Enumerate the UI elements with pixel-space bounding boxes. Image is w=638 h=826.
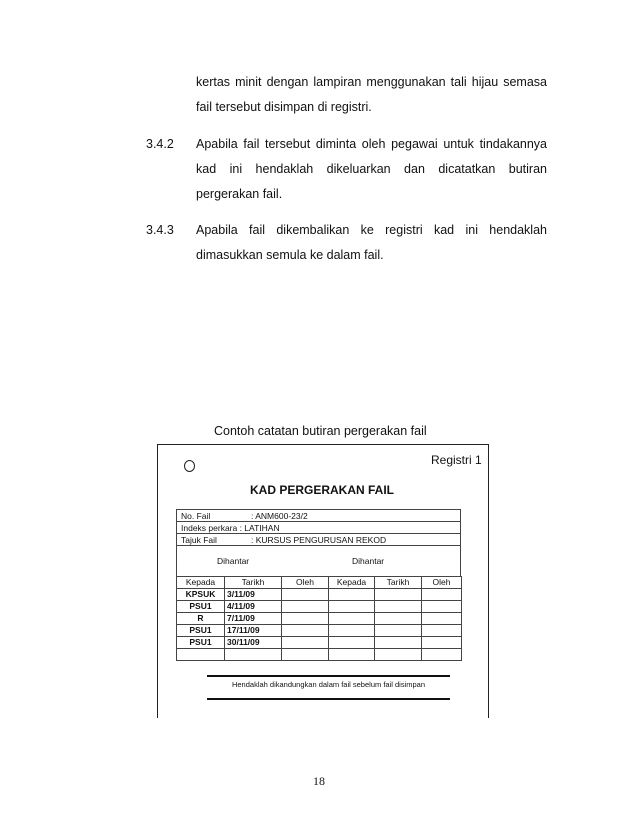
col-header: Kepada bbox=[177, 577, 225, 589]
table-cell bbox=[282, 601, 329, 613]
para-1-line-1: kertas minit dengan lampiran menggunakan tali hijau semasa bbox=[196, 75, 547, 89]
table-cell bbox=[282, 637, 329, 649]
table-cell bbox=[329, 589, 375, 601]
table-cell: 30/11/09 bbox=[225, 637, 282, 649]
table-cell bbox=[422, 625, 462, 637]
table-cell bbox=[422, 589, 462, 601]
table-cell: KPSUK bbox=[177, 589, 225, 601]
table-cell bbox=[329, 613, 375, 625]
col-header: Kepada bbox=[329, 577, 375, 589]
table-cell: 4/11/09 bbox=[225, 601, 282, 613]
para-3-line-1: Apabila fail dikembalikan ke registri kad ini hendaklah bbox=[196, 223, 547, 237]
table-cell bbox=[422, 637, 462, 649]
section-number-3-4-3: 3.4.3 bbox=[146, 223, 174, 237]
registry-label: Registri 1 bbox=[431, 453, 482, 467]
table-cell bbox=[329, 637, 375, 649]
file-number-value: : ANM600-23/2 bbox=[251, 511, 308, 521]
table-cell bbox=[282, 625, 329, 637]
para-2-line-3: pergerakan fail. bbox=[196, 187, 283, 201]
table-cell bbox=[329, 601, 375, 613]
storage-note: Hendaklah dikandungkan dalam fail sebelum fail disimpan bbox=[231, 680, 426, 689]
sent-right-label: Dihantar bbox=[352, 556, 385, 566]
card-title: KAD PERGERAKAN FAIL bbox=[249, 483, 394, 497]
note-top-rule bbox=[207, 675, 450, 677]
table-cell bbox=[422, 649, 462, 661]
page-number: 18 bbox=[313, 774, 325, 788]
table-cell bbox=[422, 601, 462, 613]
table-cell bbox=[225, 649, 282, 661]
table-cell bbox=[282, 589, 329, 601]
para-3-line-2: dimasukkan semula ke dalam fail. bbox=[196, 248, 384, 262]
para-2-line-1: Apabila fail tersebut diminta oleh pegawai untuk tindakannya bbox=[196, 137, 547, 151]
col-header: Tarikh bbox=[375, 577, 422, 589]
figure-caption: Contoh catatan butiran pergerakan fail bbox=[214, 424, 427, 438]
table-cell: PSU1 bbox=[177, 637, 225, 649]
table-cell: 7/11/09 bbox=[225, 613, 282, 625]
table-row bbox=[177, 625, 462, 637]
table-cell bbox=[329, 625, 375, 637]
col-header: Oleh bbox=[282, 577, 329, 589]
col-header: Oleh bbox=[422, 577, 462, 589]
table-cell bbox=[375, 601, 422, 613]
table-cell bbox=[282, 649, 329, 661]
table-row bbox=[177, 601, 462, 613]
table-cell: PSU1 bbox=[177, 601, 225, 613]
table-row bbox=[177, 649, 462, 661]
movement-header-row bbox=[177, 577, 462, 589]
table-row bbox=[177, 589, 462, 601]
table-row bbox=[177, 613, 462, 625]
table-cell bbox=[177, 649, 225, 661]
file-number-label: No. Fail bbox=[181, 511, 211, 521]
sent-left-label: Dihantar bbox=[217, 556, 250, 566]
table-cell bbox=[422, 613, 462, 625]
movement-table bbox=[176, 576, 462, 661]
table-cell bbox=[375, 589, 422, 601]
table-cell: 3/11/09 bbox=[225, 589, 282, 601]
table-cell: 17/11/09 bbox=[225, 625, 282, 637]
note-bottom-rule bbox=[207, 698, 450, 700]
table-cell bbox=[375, 625, 422, 637]
table-cell: R bbox=[177, 613, 225, 625]
table-cell bbox=[375, 649, 422, 661]
table-cell: PSU1 bbox=[177, 625, 225, 637]
col-header: Tarikh bbox=[225, 577, 282, 589]
table-row bbox=[177, 637, 462, 649]
table-cell bbox=[329, 649, 375, 661]
sent-header bbox=[176, 545, 461, 577]
table-cell bbox=[375, 613, 422, 625]
section-number-3-4-2: 3.4.2 bbox=[146, 137, 174, 151]
para-2-line-2: kad ini hendaklah dikeluarkan dan dicatatkan butiran bbox=[196, 162, 547, 176]
subject-index-text: Indeks perkara : LATIHAN bbox=[181, 523, 280, 533]
table-cell bbox=[375, 637, 422, 649]
punch-hole-icon bbox=[184, 460, 195, 472]
file-title-label: Tajuk Fail bbox=[181, 535, 217, 545]
para-1-line-2: fail tersebut disimpan di registri. bbox=[196, 100, 372, 114]
table-cell bbox=[282, 613, 329, 625]
file-title-value: : KURSUS PENGURUSAN REKOD bbox=[251, 535, 387, 545]
